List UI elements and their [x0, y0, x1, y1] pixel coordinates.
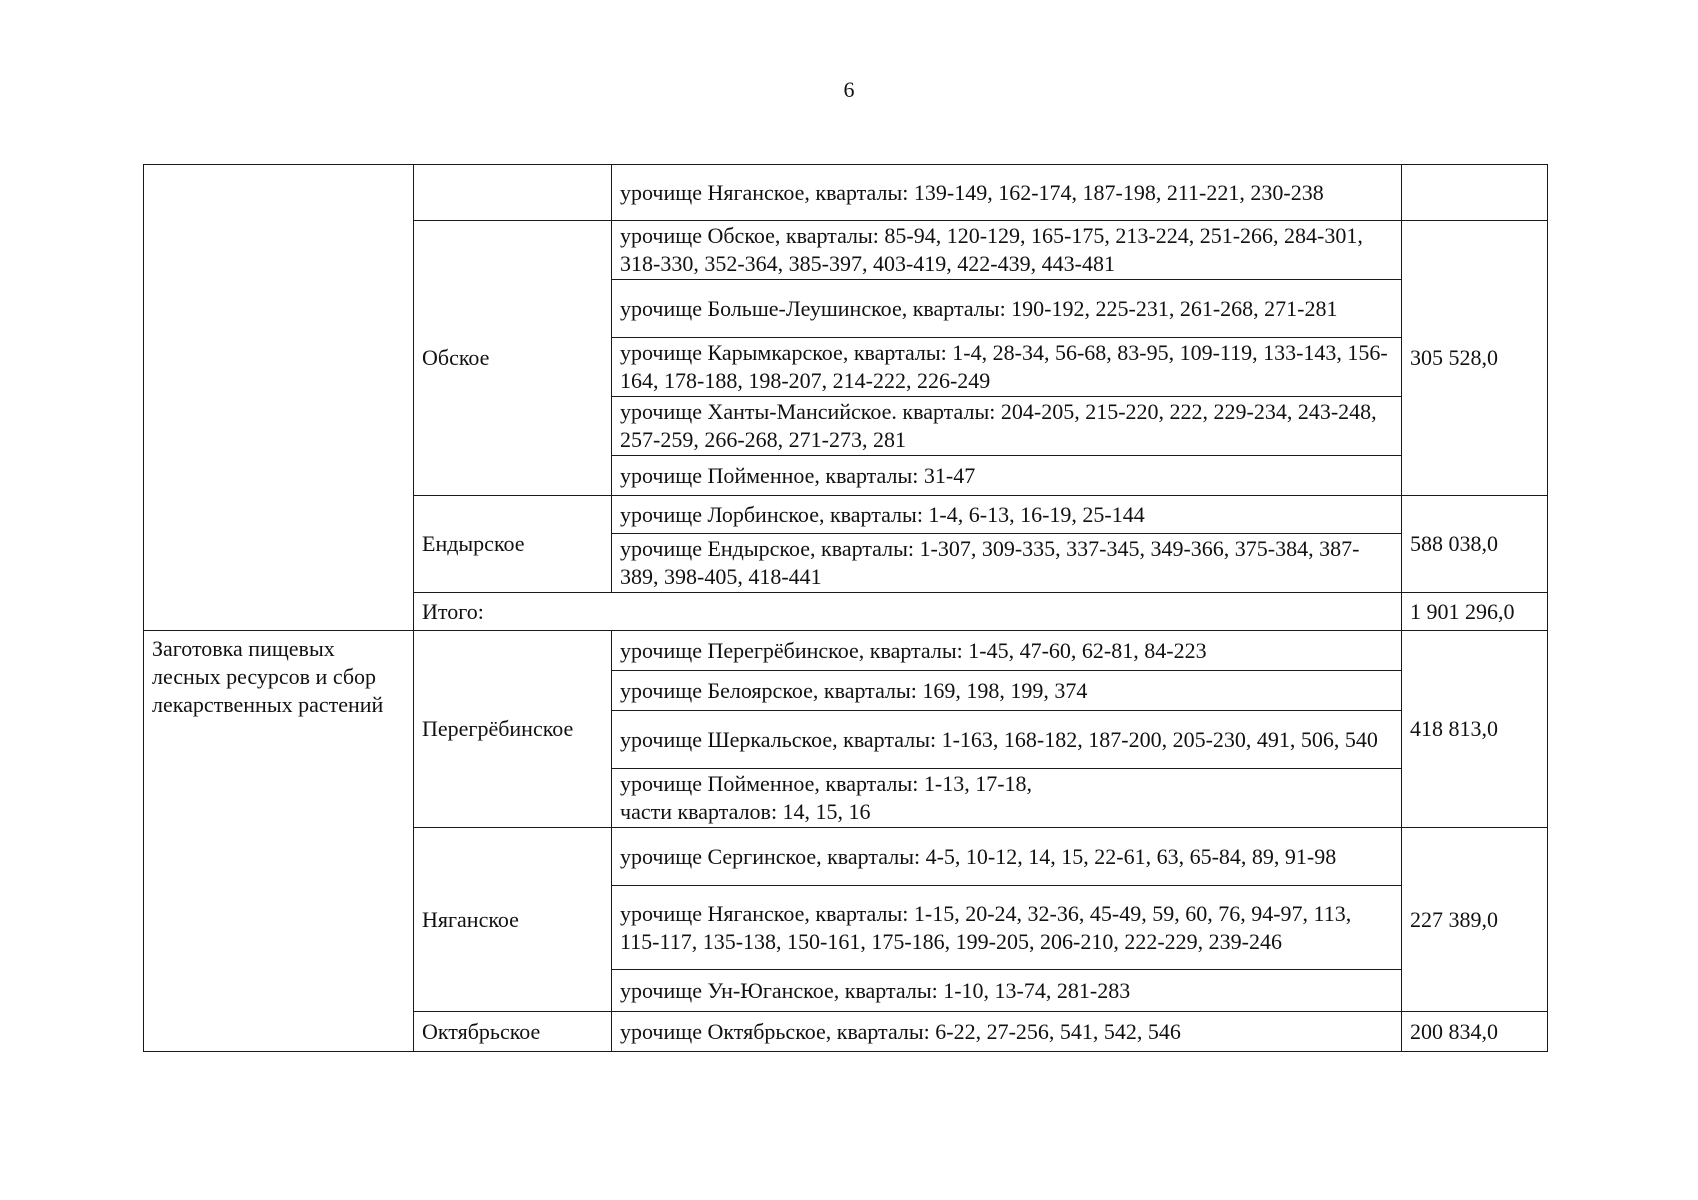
- tract-cell: урочище Карымкарское, кварталы: 1-4, 28-34, 56-68, 83-95, 109-119, 133-143, 156-164, 178-188, 198-207, 214-222, 226-249: [612, 338, 1402, 397]
- tract-cell: урочище Няганское, кварталы: 1-15, 20-24, 32-36, 45-49, 59, 60, 76, 94-97, 113, 115-117, 135-138, 150-161, 175-186, 199-205, 206-210, 222-229, 239-246: [612, 886, 1402, 970]
- area-cell: 227 389,0: [1402, 828, 1548, 1012]
- tract-cell: урочище Ун-Юганское, кварталы: 1-10, 13-74, 281-283: [612, 970, 1402, 1012]
- forestry-cell: Обское: [414, 221, 612, 496]
- table-row: [144, 165, 1548, 221]
- area-cell: 588 038,0: [1402, 496, 1548, 593]
- forestry-cell: Ендырское: [414, 496, 612, 593]
- forestry-cell: [414, 165, 612, 221]
- tract-cell: урочище Лорбинское, кварталы: 1-4, 6-13, 16-19, 25-144: [612, 496, 1402, 534]
- area-cell: 200 834,0: [1402, 1012, 1548, 1052]
- tract-cell: урочище Обское, кварталы: 85-94, 120-129, 165-175, 213-224, 251-266, 284-301, 318-330, 352-364, 385-397, 403-419, 422-439, 443-481: [612, 221, 1402, 280]
- tract-cell: урочище Сергинское, кварталы: 4-5, 10-12, 14, 15, 22-61, 63, 65-84, 89, 91-98: [612, 828, 1402, 886]
- page-number: 6: [843, 77, 855, 102]
- tract-cell: урочище Белоярское, кварталы: 169, 198, 199, 374: [612, 671, 1402, 711]
- forestry-cell: Октябрьское: [414, 1012, 612, 1052]
- tract-cell: урочище Перегрёбинское, кварталы: 1-45, 47-60, 62-81, 84-223: [612, 631, 1402, 671]
- area-cell: 305 528,0: [1402, 221, 1548, 496]
- activity-cell: Заготовка пищевых лесных ресурсов и сбор лекарственных растений: [144, 631, 414, 1052]
- table-row: [144, 631, 1548, 671]
- tract-cell: урочище Пойменное, кварталы: 31-47: [612, 456, 1402, 496]
- tract-line: части кварталов: 14, 15, 16: [620, 799, 871, 824]
- activity-cell: [144, 165, 414, 631]
- tract-cell: урочище Няганское, кварталы: 139-149, 162-174, 187-198, 211-221, 230-238: [612, 165, 1402, 221]
- area-cell: [1402, 165, 1548, 221]
- tract-cell: урочище Больше-Леушинское, кварталы: 190-192, 225-231, 261-268, 271-281: [612, 280, 1402, 338]
- tract-cell: урочище Ендырское, кварталы: 1-307, 309-335, 337-345, 349-366, 375-384, 387-389, 398-405, 418-441: [612, 534, 1402, 593]
- total-label: Итого:: [414, 593, 1402, 631]
- forestry-cell: Няганское: [414, 828, 612, 1012]
- tract-cell: урочище Октябрьское, кварталы: 6-22, 27-256, 541, 542, 546: [612, 1012, 1402, 1052]
- tract-cell: [612, 769, 1402, 828]
- tract-line: урочище Пойменное, кварталы: 1-13, 17-18,: [620, 771, 1033, 796]
- tract-cell: урочище Шеркальское, кварталы: 1-163, 168-182, 187-200, 205-230, 491, 506, 540: [612, 711, 1402, 769]
- forest-use-table: [143, 164, 1548, 1052]
- forestry-cell: Перегрёбинское: [414, 631, 612, 828]
- total-area-cell: 1 901 296,0: [1402, 593, 1548, 631]
- tract-cell: урочище Ханты-Мансийское. кварталы: 204-205, 215-220, 222, 229-234, 243-248, 257-259, 266-268, 271-273, 281: [612, 397, 1402, 456]
- area-cell: 418 813,0: [1402, 631, 1548, 828]
